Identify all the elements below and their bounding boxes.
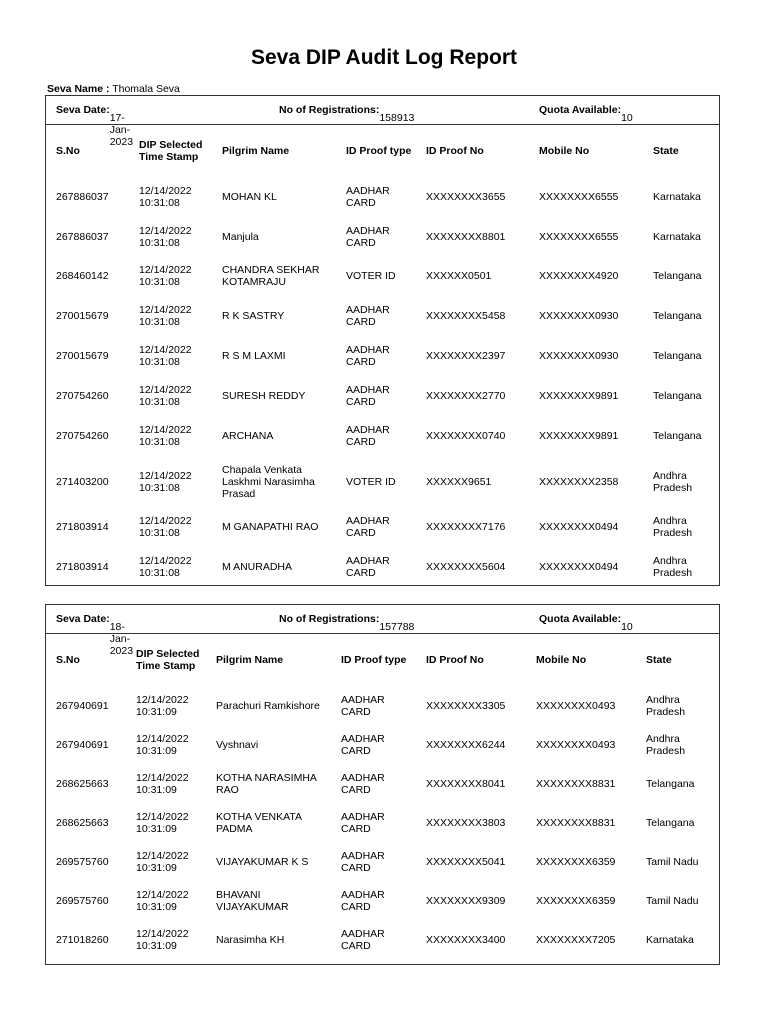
cell: XXXXXXXX5458 bbox=[426, 310, 506, 323]
cell: XXXXXXXX5604 bbox=[426, 561, 506, 574]
cell: Vyshnavi bbox=[216, 738, 259, 751]
table-row bbox=[46, 376, 721, 416]
cell: 267886037 bbox=[56, 190, 109, 203]
cell: 12/14/2022 10:31:09 bbox=[136, 849, 189, 874]
cell: VIJAYAKUMAR K S bbox=[216, 855, 309, 868]
cell: Telangana bbox=[653, 270, 702, 283]
cell: Telangana bbox=[646, 777, 695, 790]
cell: AADHAR CARD bbox=[346, 423, 390, 448]
cell: 267886037 bbox=[56, 230, 109, 243]
cell: 12/14/2022 10:31:08 bbox=[139, 383, 192, 408]
cell: MOHAN KL bbox=[222, 190, 277, 203]
table-row bbox=[46, 920, 719, 959]
seva-date-label: Seva Date: bbox=[56, 104, 110, 116]
table-row bbox=[46, 547, 721, 587]
cell: AADHAR CARD bbox=[341, 693, 385, 718]
cell: XXXXXXXX0493 bbox=[536, 699, 616, 712]
cell: XXXXXXXX8831 bbox=[536, 777, 616, 790]
col-mobile-no: Mobile No bbox=[536, 654, 587, 666]
cell: Tamil Nadu bbox=[646, 894, 699, 907]
cell: CHANDRA SEKHAR KOTAMRAJU bbox=[222, 264, 320, 289]
col-pilgrim-name: Pilgrim Name bbox=[222, 145, 290, 157]
cell: 12/14/2022 10:31:09 bbox=[136, 810, 189, 835]
quota bbox=[539, 104, 633, 124]
cell: M ANURADHA bbox=[222, 561, 293, 574]
quota bbox=[539, 613, 633, 633]
table-header-row bbox=[46, 125, 721, 177]
cell: Karnataka bbox=[653, 190, 701, 203]
cell: XXXXXXXX2358 bbox=[539, 475, 619, 488]
cell: AADHAR CARD bbox=[341, 810, 385, 835]
cell: XXXXXXXX8801 bbox=[426, 230, 506, 243]
cell: 12/14/2022 10:31:08 bbox=[139, 344, 192, 369]
col-id-proof-type: ID Proof type bbox=[341, 654, 407, 666]
cell: Tamil Nadu bbox=[646, 855, 699, 868]
cell: XXXXXXXX9309 bbox=[426, 894, 506, 907]
cell: AADHAR CARD bbox=[341, 732, 385, 757]
cell: KOTHA VENKATA PADMA bbox=[216, 810, 302, 835]
cell: M GANAPATHI RAO bbox=[222, 521, 319, 534]
cell: Telangana bbox=[653, 310, 702, 323]
seva-name-label: Seva Name : bbox=[47, 83, 110, 95]
registrations-value: 158913 bbox=[379, 112, 415, 124]
cell: 270015679 bbox=[56, 310, 109, 323]
cell: AADHAR CARD bbox=[346, 224, 390, 249]
cell: 12/14/2022 10:31:09 bbox=[136, 732, 189, 757]
quota-label: Quota Available: bbox=[539, 613, 622, 625]
cell: XXXXXXXX3655 bbox=[426, 190, 506, 203]
cell: AADHAR CARD bbox=[346, 184, 390, 209]
cell: Manjula bbox=[222, 230, 259, 243]
cell: 12/14/2022 10:31:09 bbox=[136, 771, 189, 796]
cell: XXXXXXXX9891 bbox=[539, 429, 619, 442]
cell: 271018260 bbox=[56, 933, 109, 946]
col-state: State bbox=[653, 145, 679, 157]
cell: XXXXXXXX4920 bbox=[539, 270, 619, 283]
cell: 12/14/2022 10:31:08 bbox=[139, 515, 192, 540]
audit-table bbox=[46, 125, 721, 587]
cell: 269575760 bbox=[56, 855, 109, 868]
cell: AADHAR CARD bbox=[346, 383, 390, 408]
cell: Parachuri Ramkishore bbox=[216, 699, 320, 712]
table-row bbox=[46, 336, 721, 376]
cell: 268460142 bbox=[56, 270, 109, 283]
cell: 12/14/2022 10:31:09 bbox=[136, 927, 189, 952]
cell: Chapala Venkata Laskhmi Narasimha Prasad bbox=[222, 463, 315, 500]
report-title: Seva DIP Audit Log Report bbox=[250, 46, 518, 69]
col-id-proof-no: ID Proof No bbox=[426, 145, 484, 157]
cell: XXXXXXXX3305 bbox=[426, 699, 506, 712]
audit-table bbox=[46, 634, 719, 959]
cell: XXXXXXXX9891 bbox=[539, 389, 619, 402]
cell: Telangana bbox=[653, 389, 702, 402]
cell: XXXXXXXX6555 bbox=[539, 190, 619, 203]
cell: 12/14/2022 10:31:09 bbox=[136, 693, 189, 718]
table-row bbox=[46, 177, 721, 217]
table-row bbox=[46, 842, 719, 881]
cell: AADHAR CARD bbox=[346, 515, 390, 540]
cell: 12/14/2022 10:31:09 bbox=[136, 888, 189, 913]
cell: XXXXXXXX0494 bbox=[539, 561, 619, 574]
table-row bbox=[46, 725, 719, 764]
cell: Telangana bbox=[653, 429, 702, 442]
cell: XXXXXXXX3400 bbox=[426, 933, 506, 946]
seva-name bbox=[47, 83, 180, 95]
cell: 268625663 bbox=[56, 816, 109, 829]
cell: Karnataka bbox=[653, 230, 701, 243]
cell: R S M LAXMI bbox=[222, 350, 286, 363]
cell: 269575760 bbox=[56, 894, 109, 907]
cell: ARCHANA bbox=[222, 429, 274, 442]
cell: 268625663 bbox=[56, 777, 109, 790]
cell: XXXXXXXX0493 bbox=[536, 738, 616, 751]
seva-block-2 bbox=[45, 604, 720, 965]
seva-date bbox=[56, 613, 134, 657]
table-row bbox=[46, 803, 719, 842]
cell: 12/14/2022 10:31:08 bbox=[139, 555, 192, 580]
cell: XXXXXXXX8041 bbox=[426, 777, 506, 790]
cell: XXXXXXXX6359 bbox=[536, 855, 616, 868]
table-row bbox=[46, 686, 719, 725]
cell: XXXXXXXX7176 bbox=[426, 521, 506, 534]
col-timestamp: DIP Selected Time Stamp bbox=[136, 648, 200, 672]
cell: XXXXXXXX7205 bbox=[536, 933, 616, 946]
seva-date-label: Seva Date: bbox=[56, 613, 110, 625]
cell: XXXXXXXX0494 bbox=[539, 521, 619, 534]
cell: 271803914 bbox=[56, 521, 109, 534]
cell: Andhra Pradesh bbox=[646, 732, 686, 757]
registrations-label: No of Registrations: bbox=[279, 613, 380, 625]
table-row bbox=[46, 508, 721, 548]
cell: 271803914 bbox=[56, 561, 109, 574]
cell: XXXXXXXX6244 bbox=[426, 738, 506, 751]
cell: XXXXXXXX2397 bbox=[426, 350, 506, 363]
cell: XXXXXXXX3803 bbox=[426, 816, 506, 829]
table-row bbox=[46, 881, 719, 920]
seva-name-value: Thomala Seva bbox=[112, 83, 180, 95]
seva-date-value: 17-Jan-2023 bbox=[109, 112, 134, 148]
cell: Telangana bbox=[646, 816, 695, 829]
cell: XXXXXXXX0740 bbox=[426, 429, 506, 442]
col-mobile-no: Mobile No bbox=[539, 145, 590, 157]
cell: VOTER ID bbox=[346, 270, 396, 283]
cell: XXXXXXXX0930 bbox=[539, 350, 619, 363]
cell: VOTER ID bbox=[346, 475, 396, 488]
cell: AADHAR CARD bbox=[346, 344, 390, 369]
cell: 267940691 bbox=[56, 699, 109, 712]
cell: Narasimha KH bbox=[216, 933, 285, 946]
cell: Karnataka bbox=[646, 933, 694, 946]
cell: XXXXXX9651 bbox=[426, 475, 492, 488]
table-row bbox=[46, 416, 721, 456]
table-row bbox=[46, 257, 721, 297]
cell: 270754260 bbox=[56, 429, 109, 442]
col-id-proof-no: ID Proof No bbox=[426, 654, 484, 666]
table-header-row bbox=[46, 634, 719, 686]
registrations bbox=[279, 613, 415, 633]
table-row bbox=[46, 764, 719, 803]
cell: 12/14/2022 10:31:08 bbox=[139, 264, 192, 289]
quota-label: Quota Available: bbox=[539, 104, 622, 116]
cell: XXXXXXXX8831 bbox=[536, 816, 616, 829]
cell: 270754260 bbox=[56, 389, 109, 402]
table-row bbox=[46, 296, 721, 336]
cell: AADHAR CARD bbox=[341, 849, 385, 874]
col-timestamp: DIP Selected Time Stamp bbox=[139, 139, 203, 163]
cell: SURESH REDDY bbox=[222, 389, 306, 402]
block-header bbox=[46, 96, 719, 148]
cell: AADHAR CARD bbox=[346, 304, 390, 329]
cell: XXXXXXXX2770 bbox=[426, 389, 506, 402]
cell: 12/14/2022 10:31:08 bbox=[139, 469, 192, 494]
cell: AADHAR CARD bbox=[341, 771, 385, 796]
col-id-proof-type: ID Proof type bbox=[346, 145, 412, 157]
quota-value: 10 bbox=[621, 621, 633, 633]
cell: Andhra Pradesh bbox=[653, 469, 693, 494]
cell: BHAVANI VIJAYAKUMAR bbox=[216, 888, 289, 913]
quota-value: 10 bbox=[621, 112, 633, 124]
cell: 12/14/2022 10:31:08 bbox=[139, 423, 192, 448]
col-pilgrim-name: Pilgrim Name bbox=[216, 654, 284, 666]
cell: XXXXXXXX0930 bbox=[539, 310, 619, 323]
seva-date bbox=[56, 104, 134, 148]
cell: 267940691 bbox=[56, 738, 109, 751]
table-row bbox=[46, 456, 721, 508]
col-state: State bbox=[646, 654, 672, 666]
cell: AADHAR CARD bbox=[341, 927, 385, 952]
cell: 12/14/2022 10:31:08 bbox=[139, 224, 192, 249]
cell: AADHAR CARD bbox=[346, 555, 390, 580]
col-sno: S.No bbox=[56, 145, 80, 157]
cell: Andhra Pradesh bbox=[646, 693, 686, 718]
block-header bbox=[46, 605, 719, 657]
cell: Andhra Pradesh bbox=[653, 515, 693, 540]
cell: XXXXXXXX5041 bbox=[426, 855, 506, 868]
cell: 270015679 bbox=[56, 350, 109, 363]
cell: Andhra Pradesh bbox=[653, 555, 693, 580]
registrations-value: 157788 bbox=[379, 621, 415, 633]
cell: 12/14/2022 10:31:08 bbox=[139, 184, 192, 209]
cell: XXXXXX0501 bbox=[426, 270, 492, 283]
cell: AADHAR CARD bbox=[341, 888, 385, 913]
col-sno: S.No bbox=[56, 654, 80, 666]
seva-date-value: 18-Jan-2023 bbox=[109, 621, 134, 657]
registrations-label: No of Registrations: bbox=[279, 104, 380, 116]
registrations bbox=[279, 104, 415, 124]
cell: XXXXXXXX6555 bbox=[539, 230, 619, 243]
seva-block-1 bbox=[45, 95, 720, 586]
cell: 12/14/2022 10:31:08 bbox=[139, 304, 192, 329]
cell: Telangana bbox=[653, 350, 702, 363]
cell: KOTHA NARASIMHA RAO bbox=[216, 771, 317, 796]
cell: 271403200 bbox=[56, 475, 109, 488]
cell: XXXXXXXX6359 bbox=[536, 894, 616, 907]
cell: R K SASTRY bbox=[222, 310, 285, 323]
table-row bbox=[46, 217, 721, 257]
